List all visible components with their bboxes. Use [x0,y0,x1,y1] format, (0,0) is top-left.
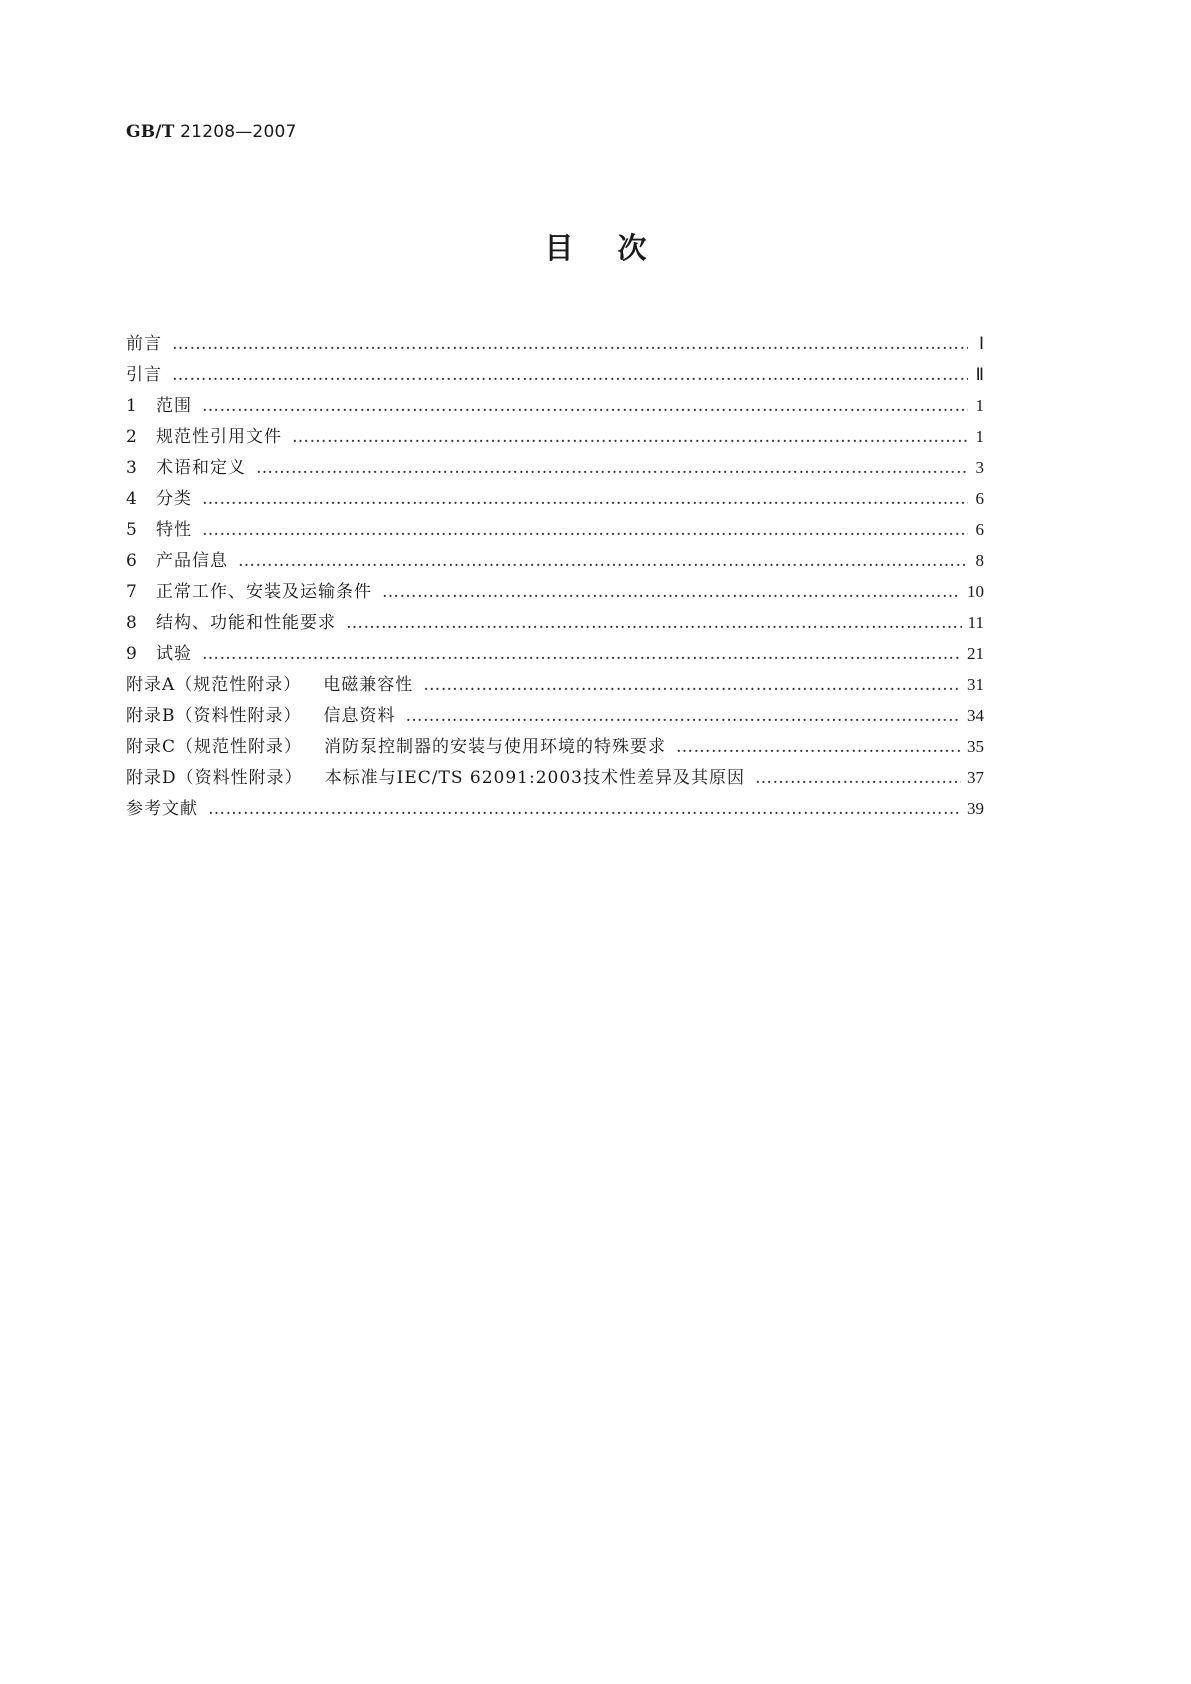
toc-entry-number: 5 [126,520,137,540]
toc-entry-label: 正常工作、安装及运输条件 [156,582,372,602]
toc-entry-page: 21 [967,644,984,663]
toc-dot-leader [755,763,961,794]
toc-entry[interactable] [126,545,984,576]
toc-dot-leader [406,701,962,732]
toc-entry[interactable] [126,576,984,607]
toc-entry-number: 2 [126,427,137,447]
toc-entry-page: 35 [967,737,984,756]
toc-entry-label: 附录C（规范性附录） [126,737,303,757]
toc-entry-number: 4 [126,489,137,509]
toc-dot-leader [676,732,961,763]
toc-entry-page: 11 [967,613,984,632]
toc-entry[interactable] [126,638,984,669]
toc-entry-subtitle: 本标准与IEC/TS 62091:2003技术性差异及其原因 [324,768,745,788]
toc-dot-leader [202,639,961,670]
toc-entry-label: 特性 [156,520,192,540]
toc-dot-leader [346,608,962,639]
toc-entry-subtitle: 消防泵控制器的安装与使用环境的特殊要求 [324,737,667,757]
toc-entry-label: 附录D（资料性附录） [126,768,303,788]
toc-dot-leader [292,422,968,453]
toc-entry-label: 规范性引用文件 [156,427,282,447]
toc-entry-label: 附录A（规范性附录） [126,675,302,695]
toc-entry-number: 6 [126,551,137,571]
toc-entry[interactable] [126,452,984,483]
toc-dot-leader [382,577,961,608]
toc-entry-number: 9 [126,644,137,664]
toc-dot-leader [202,391,968,422]
toc-entry[interactable] [126,421,984,452]
toc-dot-leader [202,515,968,546]
toc-entry[interactable] [126,390,984,421]
toc-title: 目次 [544,231,691,265]
toc-entry-number: 8 [126,613,137,633]
toc-entry-page: 8 [975,551,984,570]
toc-entry[interactable] [126,483,984,514]
toc-entry-page: 1 [975,396,984,415]
toc-entry-page: Ⅰ [978,334,984,353]
toc-entry-page: 31 [967,675,984,694]
toc-entry-page: 37 [967,768,984,787]
toc-entry-label: 范围 [156,396,192,416]
table-of-contents [126,328,984,824]
toc-dot-leader [238,546,968,577]
toc-entry-page: 3 [975,458,984,477]
toc-dot-leader [172,329,968,360]
toc-entry-page: Ⅱ [975,365,984,384]
toc-entry-number: 7 [126,582,137,602]
toc-entry-label: 试验 [156,644,192,664]
toc-entry-label: 术语和定义 [156,458,246,478]
toc-entry-number: 1 [126,396,137,416]
toc-dot-leader [202,484,968,515]
toc-entry-label: 前言 [126,334,162,354]
toc-entry-label: 引言 [126,365,162,385]
toc-dot-leader [172,360,968,391]
toc-entry[interactable] [126,669,984,700]
toc-entry[interactable] [126,731,984,762]
toc-entry-page: 1 [975,427,984,446]
toc-entry[interactable] [126,514,984,545]
toc-entry-page: 34 [967,706,984,725]
toc-entry-label: 附录B（资料性附录） [126,706,302,726]
toc-entry[interactable] [126,700,984,731]
toc-entry-label: 参考文献 [126,799,198,819]
toc-entry[interactable] [126,359,984,390]
toc-entry[interactable] [126,607,984,638]
toc-entry-subtitle: 信息资料 [323,706,396,726]
toc-entry-page: 6 [975,520,984,539]
toc-entry-page: 39 [967,799,984,818]
toc-entry[interactable] [126,793,984,824]
toc-entry[interactable] [126,762,984,793]
standard-code-number: 21208—2007 [180,122,297,142]
toc-entry-page: 6 [975,489,984,508]
toc-entry-label: 结构、功能和性能要求 [156,613,336,633]
toc-dot-leader [208,794,961,825]
toc-entry-label: 产品信息 [156,551,228,571]
standard-code-prefix: GB/T [126,122,175,142]
toc-dot-leader [423,670,961,701]
toc-dot-leader [256,453,968,484]
toc-entry-number: 3 [126,458,137,478]
toc-entry[interactable] [126,328,984,359]
toc-entry-subtitle: 电磁兼容性 [323,675,414,695]
toc-entry-label: 分类 [156,489,192,509]
toc-entry-page: 10 [967,582,984,601]
standard-code [126,122,297,142]
